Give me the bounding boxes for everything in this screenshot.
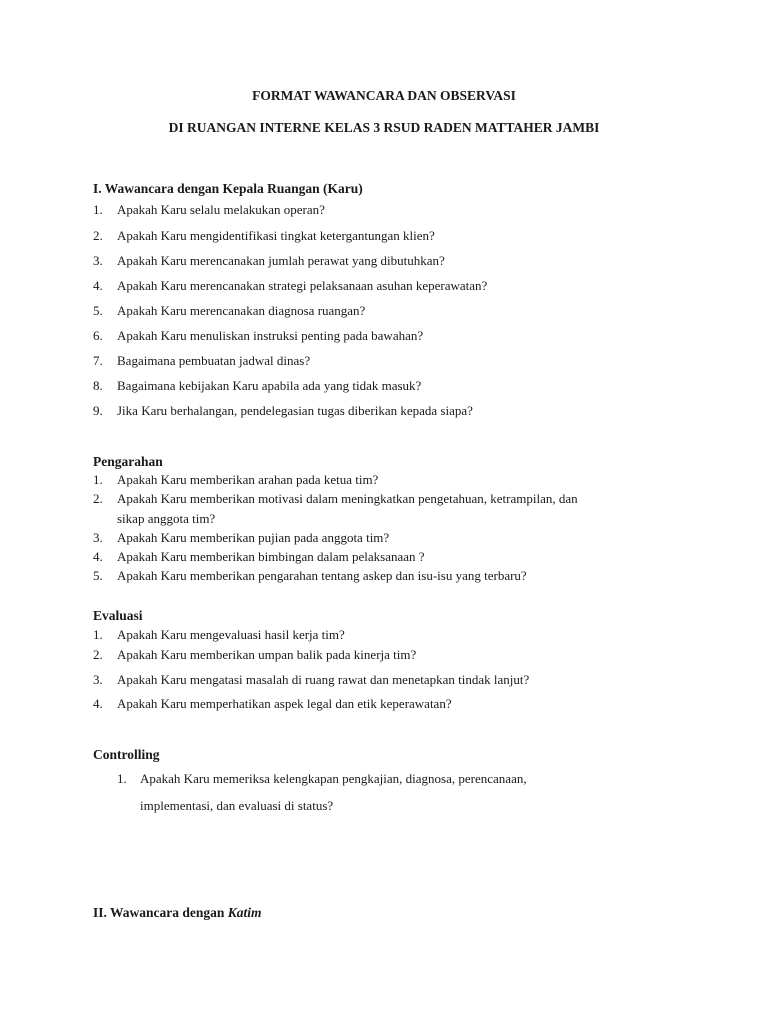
item-text: Apakah Karu mengevaluasi hasil kerja tim? <box>117 627 345 642</box>
item-number: 2. <box>93 491 103 506</box>
section-2-heading-italic: Katim <box>227 905 262 920</box>
controlling-heading: Controlling <box>93 747 160 762</box>
item-number: 5. <box>93 568 103 583</box>
item-text-continuation: implementasi, dan evaluasi di status? <box>140 798 334 813</box>
item-number: 7. <box>93 353 103 368</box>
item-number: 4. <box>93 278 103 293</box>
item-text: Apakah Karu menuliskan instruksi penting pada bawahan? <box>117 328 424 343</box>
item-number: 1. <box>93 627 103 642</box>
section-2-heading-text: II. Wawancara dengan <box>93 905 228 920</box>
document-subtitle: DI RUANGAN INTERNE KELAS 3 RSUD RADEN MATTAHER JAMBI <box>168 120 600 135</box>
pengarahan-heading: Pengarahan <box>93 454 163 469</box>
item-number: 6. <box>93 328 103 343</box>
item-text: Apakah Karu merencanakan jumlah perawat yang dibutuhkan? <box>117 253 445 268</box>
item-text: Apakah Karu memberikan pengarahan tentang askep dan isu-isu yang terbaru? <box>117 568 527 583</box>
item-text: Apakah Karu merencanakan diagnosa ruangan? <box>117 303 366 318</box>
section-2-heading <box>93 906 262 920</box>
item-text: Apakah Karu memberikan bimbingan dalam pelaksanaan ? <box>117 549 425 564</box>
item-text: Apakah Karu mengatasi masalah di ruang rawat dan menetapkan tindak lanjut? <box>117 672 530 687</box>
item-number: 8. <box>93 378 103 393</box>
item-number: 3. <box>93 530 103 545</box>
item-text: Apakah Karu memberikan arahan pada ketua tim? <box>117 472 379 487</box>
item-number: 4. <box>93 696 103 711</box>
item-number: 5. <box>93 303 103 318</box>
item-number: 1. <box>93 202 103 217</box>
item-text: Apakah Karu memeriksa kelengkapan pengkajian, diagnosa, perencanaan, <box>140 771 527 786</box>
item-text: Apakah Karu selalu melakukan operan? <box>117 202 325 217</box>
item-number: 4. <box>93 549 103 564</box>
item-number: 1. <box>117 771 127 786</box>
item-text-continuation: sikap anggota tim? <box>117 511 216 526</box>
item-text: Apakah Karu memberikan pujian pada anggota tim? <box>117 530 390 545</box>
item-number: 3. <box>93 253 103 268</box>
evaluasi-heading: Evaluasi <box>93 608 143 623</box>
item-number: 1. <box>93 472 103 487</box>
item-text: Bagaimana kebijakan Karu apabila ada yang tidak masuk? <box>117 378 422 393</box>
item-number: 2. <box>93 228 103 243</box>
section-1-heading: I. Wawancara dengan Kepala Ruangan (Karu) <box>93 181 363 196</box>
item-text: Apakah Karu mengidentifikasi tingkat ketergantungan klien? <box>117 228 435 243</box>
item-number: 2. <box>93 647 103 662</box>
item-text: Bagaimana pembuatan jadwal dinas? <box>117 353 311 368</box>
item-number: 3. <box>93 672 103 687</box>
item-text: Apakah Karu memberikan umpan balik pada kinerja tim? <box>117 647 417 662</box>
item-text: Apakah Karu merencanakan strategi pelaksanaan asuhan keperawatan? <box>117 278 488 293</box>
item-text: Apakah Karu memberikan motivasi dalam meningkatkan pengetahuan, ketrampilan, dan <box>117 491 578 506</box>
item-number: 9. <box>93 403 103 418</box>
item-text: Apakah Karu memperhatikan aspek legal dan etik keperawatan? <box>117 696 452 711</box>
item-text: Jika Karu berhalangan, pendelegasian tugas diberikan kepada siapa? <box>117 403 473 418</box>
document-title: FORMAT WAWANCARA DAN OBSERVASI <box>252 88 516 103</box>
